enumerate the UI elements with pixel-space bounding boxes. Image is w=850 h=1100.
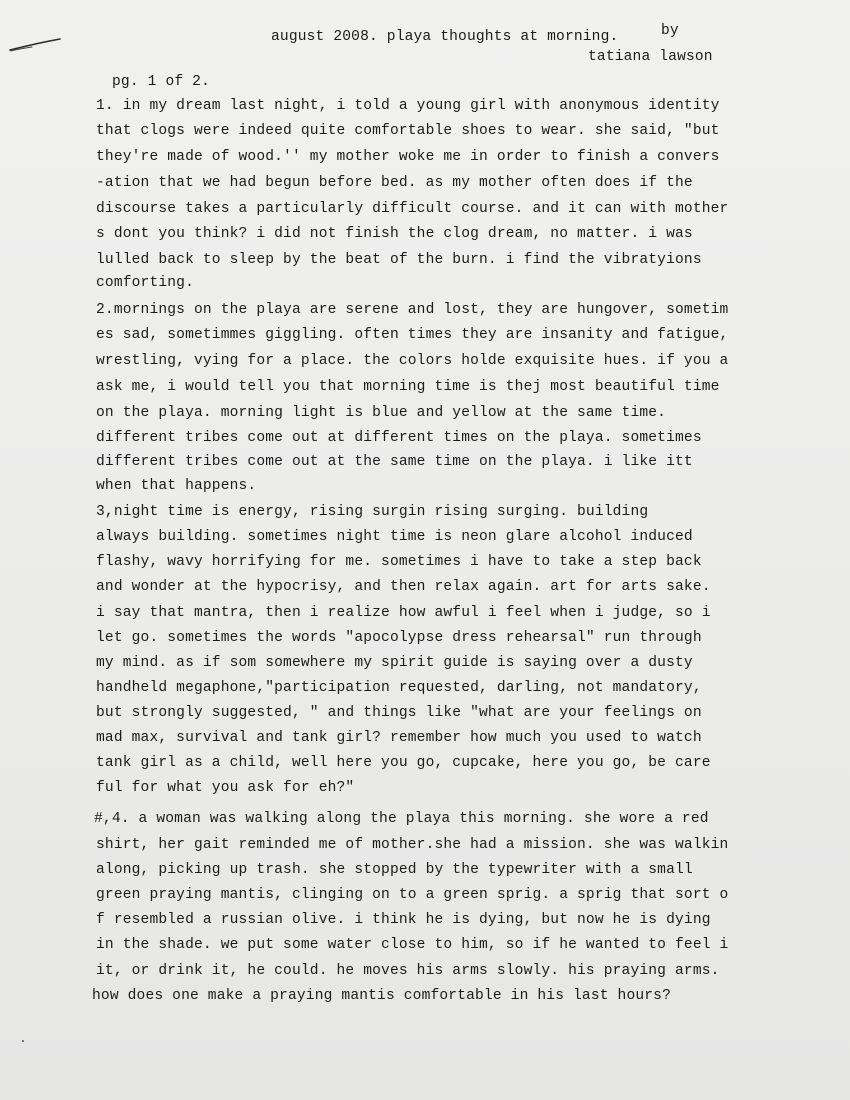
text-line: handheld megaphone,"participation requested, darling, not mandatory, bbox=[96, 680, 702, 696]
text-line: flashy, wavy horrifying for me. sometimes i have to take a step back bbox=[96, 554, 702, 570]
text-line: 2.mornings on the playa are serene and lost, they are hungover, sometim bbox=[96, 302, 729, 318]
text-line: my mind. as if som somewhere my spirit guide is saying over a dusty bbox=[96, 655, 693, 671]
text-line: different tribes come out at the same time on the playa. i like itt bbox=[96, 454, 693, 470]
text-line: green praying mantis, clinging on to a green sprig. a sprig that sort o bbox=[96, 887, 729, 903]
pen-stroke-mark bbox=[8, 37, 62, 53]
text-line: they're made of wood.'' my mother woke me in order to finish a convers bbox=[96, 149, 720, 165]
text-line: 1. in my dream last night, i told a young girl with anonymous identity bbox=[96, 98, 720, 114]
text-line: -ation that we had begun before bed. as my mother often does if the bbox=[96, 175, 693, 191]
ink-speck bbox=[22, 1040, 24, 1042]
byline-author: tatiana lawson bbox=[588, 49, 713, 65]
text-line: i say that mantra, then i realize how awful i feel when i judge, so i bbox=[96, 605, 711, 621]
text-line: different tribes come out at different times on the playa. sometimes bbox=[96, 430, 702, 446]
text-line: and wonder at the hypocrisy, and then relax again. art for arts sake. bbox=[96, 579, 711, 595]
byline-by: by bbox=[661, 23, 679, 39]
text-line: f resembled a russian olive. i think he is dying, but now he is dying bbox=[96, 912, 711, 928]
text-line: when that happens. bbox=[96, 478, 257, 494]
text-line: let go. sometimes the words "apocolypse dress rehearsal" run through bbox=[96, 630, 702, 646]
text-line: ask me, i would tell you that morning time is thej most beautiful time bbox=[96, 379, 720, 395]
text-line: it, or drink it, he could. he moves his arms slowly. his praying arms. bbox=[96, 963, 720, 979]
text-line: always building. sometimes night time is neon glare alcohol induced bbox=[96, 529, 693, 545]
text-line: 3,night time is energy, rising surgin rising surging. building bbox=[96, 504, 649, 520]
text-line: s dont you think? i did not finish the clog dream, no matter. i was bbox=[96, 226, 693, 242]
text-line: es sad, sometimmes giggling. often times they are insanity and fatigue, bbox=[96, 327, 729, 343]
document-title: august 2008. playa thoughts at morning. bbox=[271, 29, 619, 45]
text-line: that clogs were indeed quite comfortable shoes to wear. she said, "but bbox=[96, 123, 720, 139]
text-line: discourse takes a particularly difficult course. and it can with mother bbox=[96, 201, 729, 217]
text-line: shirt, her gait reminded me of mother.she had a mission. she was walkin bbox=[96, 837, 729, 853]
text-line: wrestling, vying for a place. the colors holde exquisite hues. if you a bbox=[96, 353, 729, 369]
text-line: in the shade. we put some water close to him, so if he wanted to feel i bbox=[96, 937, 729, 953]
text-line: how does one make a praying mantis comfortable in his last hours? bbox=[92, 988, 671, 1004]
text-line: along, picking up trash. she stopped by the typewriter with a small bbox=[96, 862, 693, 878]
text-line: but strongly suggested, " and things like "what are your feelings on bbox=[96, 705, 702, 721]
text-line: tank girl as a child, well here you go, cupcake, here you go, be care bbox=[96, 755, 711, 771]
text-line: lulled back to sleep by the beat of the burn. i find the vibratyions bbox=[96, 252, 702, 268]
text-line: #,4. a woman was walking along the playa this morning. she wore a red bbox=[94, 811, 709, 827]
page-indicator: pg. 1 of 2. bbox=[112, 74, 210, 90]
text-line: on the playa. morning light is blue and yellow at the same time. bbox=[96, 405, 667, 421]
text-line: ful for what you ask for eh?" bbox=[96, 780, 355, 796]
text-line: comforting. bbox=[96, 275, 194, 291]
text-line: mad max, survival and tank girl? remember how much you used to watch bbox=[96, 730, 702, 746]
